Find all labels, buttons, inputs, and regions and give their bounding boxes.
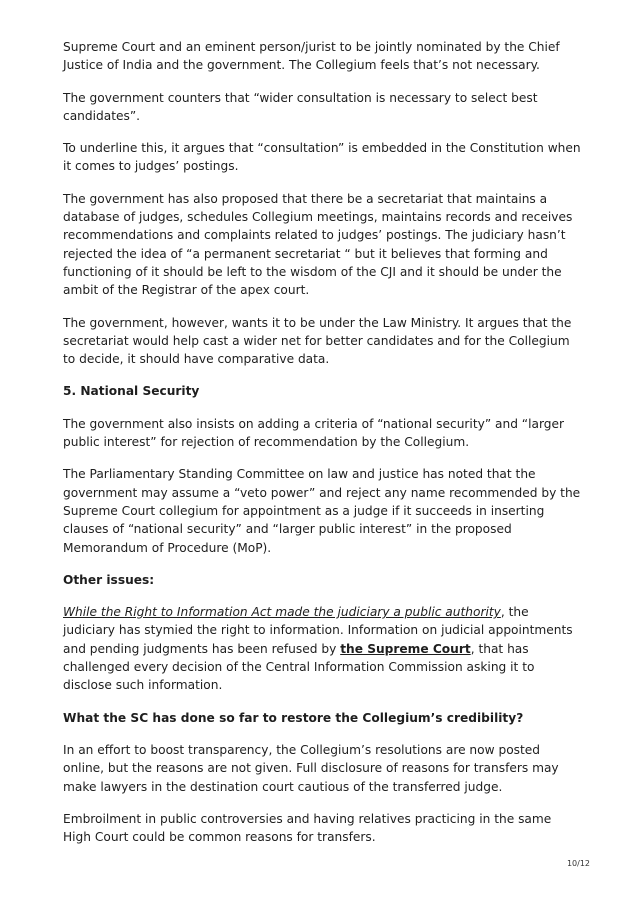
paragraph: To underline this, it argues that “consultation” is embedded in the Constitution when it comes to judges’ postings. bbox=[63, 141, 581, 174]
paragraph-text: , that has challenged every decision of the Central Information Commission asking it to disclose such information. bbox=[63, 641, 535, 693]
paragraph: The government has also proposed that there be a secretariat that maintains a database of judges, schedules Collegium meetings, maintains records and receives recommendations and complaints related to judges’ postings. The judiciary hasn’t rejected the idea of “a permanent secretariat “ but it believes that forming and functioning of it should be left to the wisdom of the CJI and it should be under the ambit of the Registrar of the apex court. bbox=[63, 191, 573, 298]
paragraph: The government also insists on adding a criteria of “national security” and “larger public interest” for rejection of recommendation by the Collegium. bbox=[63, 416, 565, 450]
paragraph: The government, however, wants it to be under the Law Ministry. It argues that the secretariat would help cast a wider net for better candidates and for the Collegium to decide, it should have comparative data. bbox=[63, 315, 572, 367]
paragraph: The government counters that “wider consultation is necessary to select best candidates”. bbox=[63, 90, 538, 123]
section-heading-other-issues: Other issues: bbox=[63, 572, 155, 587]
paragraph-rti bbox=[63, 603, 583, 694]
page-number: 10/12 bbox=[566, 859, 590, 868]
paragraph: Embroilment in public controversies and having relatives practicing in the same High Court could be common reasons for transfers. bbox=[63, 811, 552, 845]
document-body bbox=[63, 38, 583, 860]
rti-article-link[interactable]: While the Right to Information Act made the judiciary a public authority bbox=[63, 605, 501, 620]
section-heading-national-security: 5. National Security bbox=[63, 384, 200, 399]
paragraph: Supreme Court and an eminent person/jurist to be jointly nominated by the Chief Justice of India and the government. The Collegium feels that’s not necessary. bbox=[63, 40, 560, 73]
supreme-court-link[interactable]: the Supreme Court bbox=[340, 641, 471, 656]
section-heading-sc-credibility: What the SC has done so far to restore the Collegium’s credibility? bbox=[63, 710, 524, 725]
paragraph: The Parliamentary Standing Committee on law and justice has noted that the government may assume a “veto power” and reject any name recommended by the Supreme Court collegium for appointment as a judge if it succeeds in inserting clauses of “national security” and “larger public interest” in the proposed Memorandum of Procedure (MoP). bbox=[63, 467, 581, 555]
paragraph: In an effort to boost transparency, the Collegium’s resolutions are now posted online, but the reasons are not given. Full disclosure of reasons for transfers may make lawyers in the destination court cautious of the transferred judge. bbox=[63, 742, 559, 794]
paragraph-text: , the judiciary has stymied the right to information. Information on judicial appointments and pending judgments has been refused by bbox=[63, 605, 573, 656]
